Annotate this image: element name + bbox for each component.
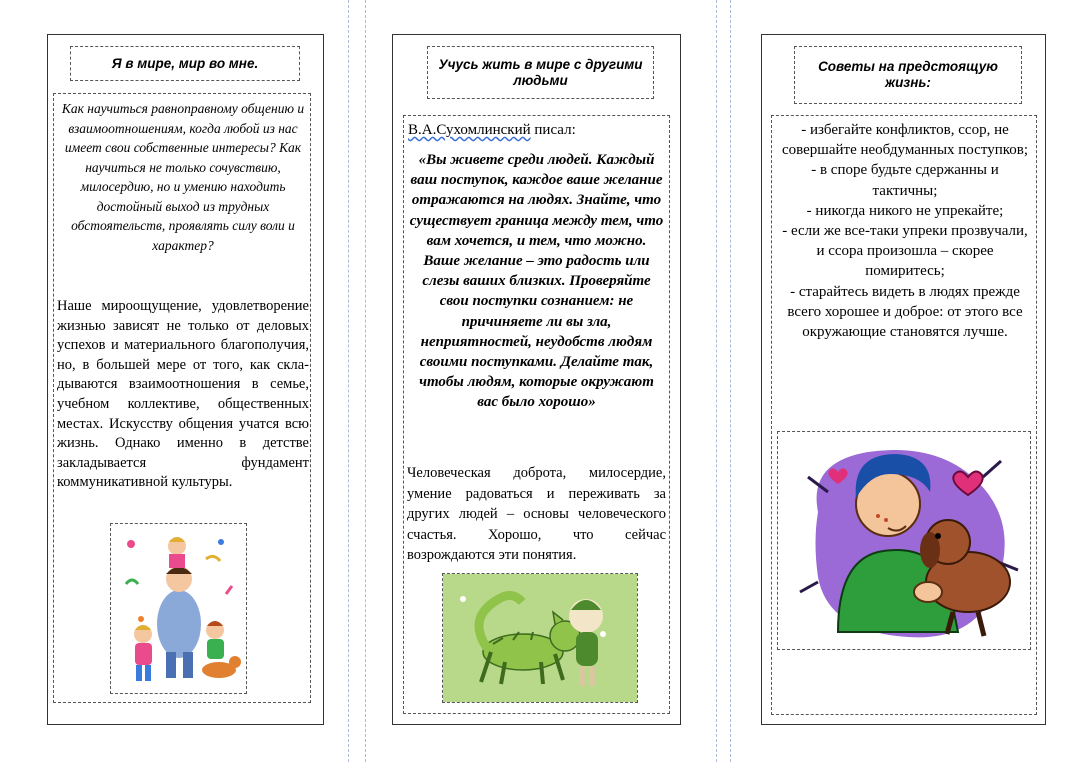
panel3-title: Советы на предстоящую жизнь: [818, 59, 998, 90]
fold-guide-right-2 [730, 0, 731, 762]
panel2-attribution [408, 120, 668, 140]
panel1-title-box [70, 46, 300, 81]
fold-guide-left [348, 0, 349, 762]
fold-guide-right [716, 0, 717, 762]
family-clipart-icon [111, 524, 246, 693]
advice-item: - в споре будьте сдержанны и тактичны; [811, 162, 999, 199]
panel3-advice-list [777, 120, 1033, 342]
panel1-body: Наше мироощущение, удовлетворение жизнью зависят не только от деловых успехов и материального благополучия, но, в большей мере от того, как складываются взаимоотношения в семье, учебном коллективе, общественных местах. Искусству общения учатся всю жизнь. Однако именно в детстве закладывается фундамент коммуникативной культуры. [57, 298, 309, 491]
panel1-picture-frame [110, 523, 247, 694]
panel2-title-box [427, 46, 654, 99]
fold-guide-left-2 [365, 0, 366, 762]
panel2-author-suffix: писал: [530, 122, 576, 138]
panel2-picture-frame [442, 573, 638, 703]
panel3-title-box [794, 46, 1022, 104]
advice-item: - никогда никого не упрекайте; [806, 202, 1004, 219]
advice-item: - избегайте конфликтов, ссор, не совершайте необдуманных поступков; [781, 122, 1029, 159]
advice-item: - если же все-таки упреки прозвучали, и ссора произошла – скорее помиритесь; [782, 223, 1028, 280]
boy-with-dog-clipart-icon [778, 432, 1030, 649]
panel2-author: В.А.Сухомлинский [408, 122, 531, 138]
advice-item: - старайтесь видеть в людях прежде всего хорошее и доброе: от этого все окружающие становятся лучше. [787, 283, 1023, 341]
panel1-questions: Как научиться равноправному общению и взаимоотношениям, когда любой из нас имеет свои собственные интересы? Как научиться не только сочувствию, милосердию, но и умению находить достойный выход из трудных обстоятельств, проявлять силу воли и характер? [61, 101, 305, 253]
panel2-quote: «Вы живете среди людей. Каждый ваш поступок, каждое ваше желание отражаются на людях. Знайте, что существует граница между тем, что вам хочется, и тем, что можно. Ваше желание – это радость или слезы ваших близких. Проверяйте свои поступки сознанием: не причиняете ли вы зла, неприятностей, неудобств людям своими поступками. Делайте так, чтобы людям, которые окружают вас было хорошо» [409, 152, 664, 411]
girl-with-cat-picture-icon [443, 574, 637, 702]
panel1-title: Я в мире, мир во мне. [111, 55, 259, 71]
panel2-title: Учусь жить в мире с другими людьми [438, 56, 643, 88]
panel2-body: Человеческая доброта, милосердие, умение радоваться и переживать за других людей – основы человеческого счастья. Хорошо, что сейчас возрождаются эти понятия. [407, 465, 666, 563]
panel3-picture-frame [777, 431, 1031, 650]
